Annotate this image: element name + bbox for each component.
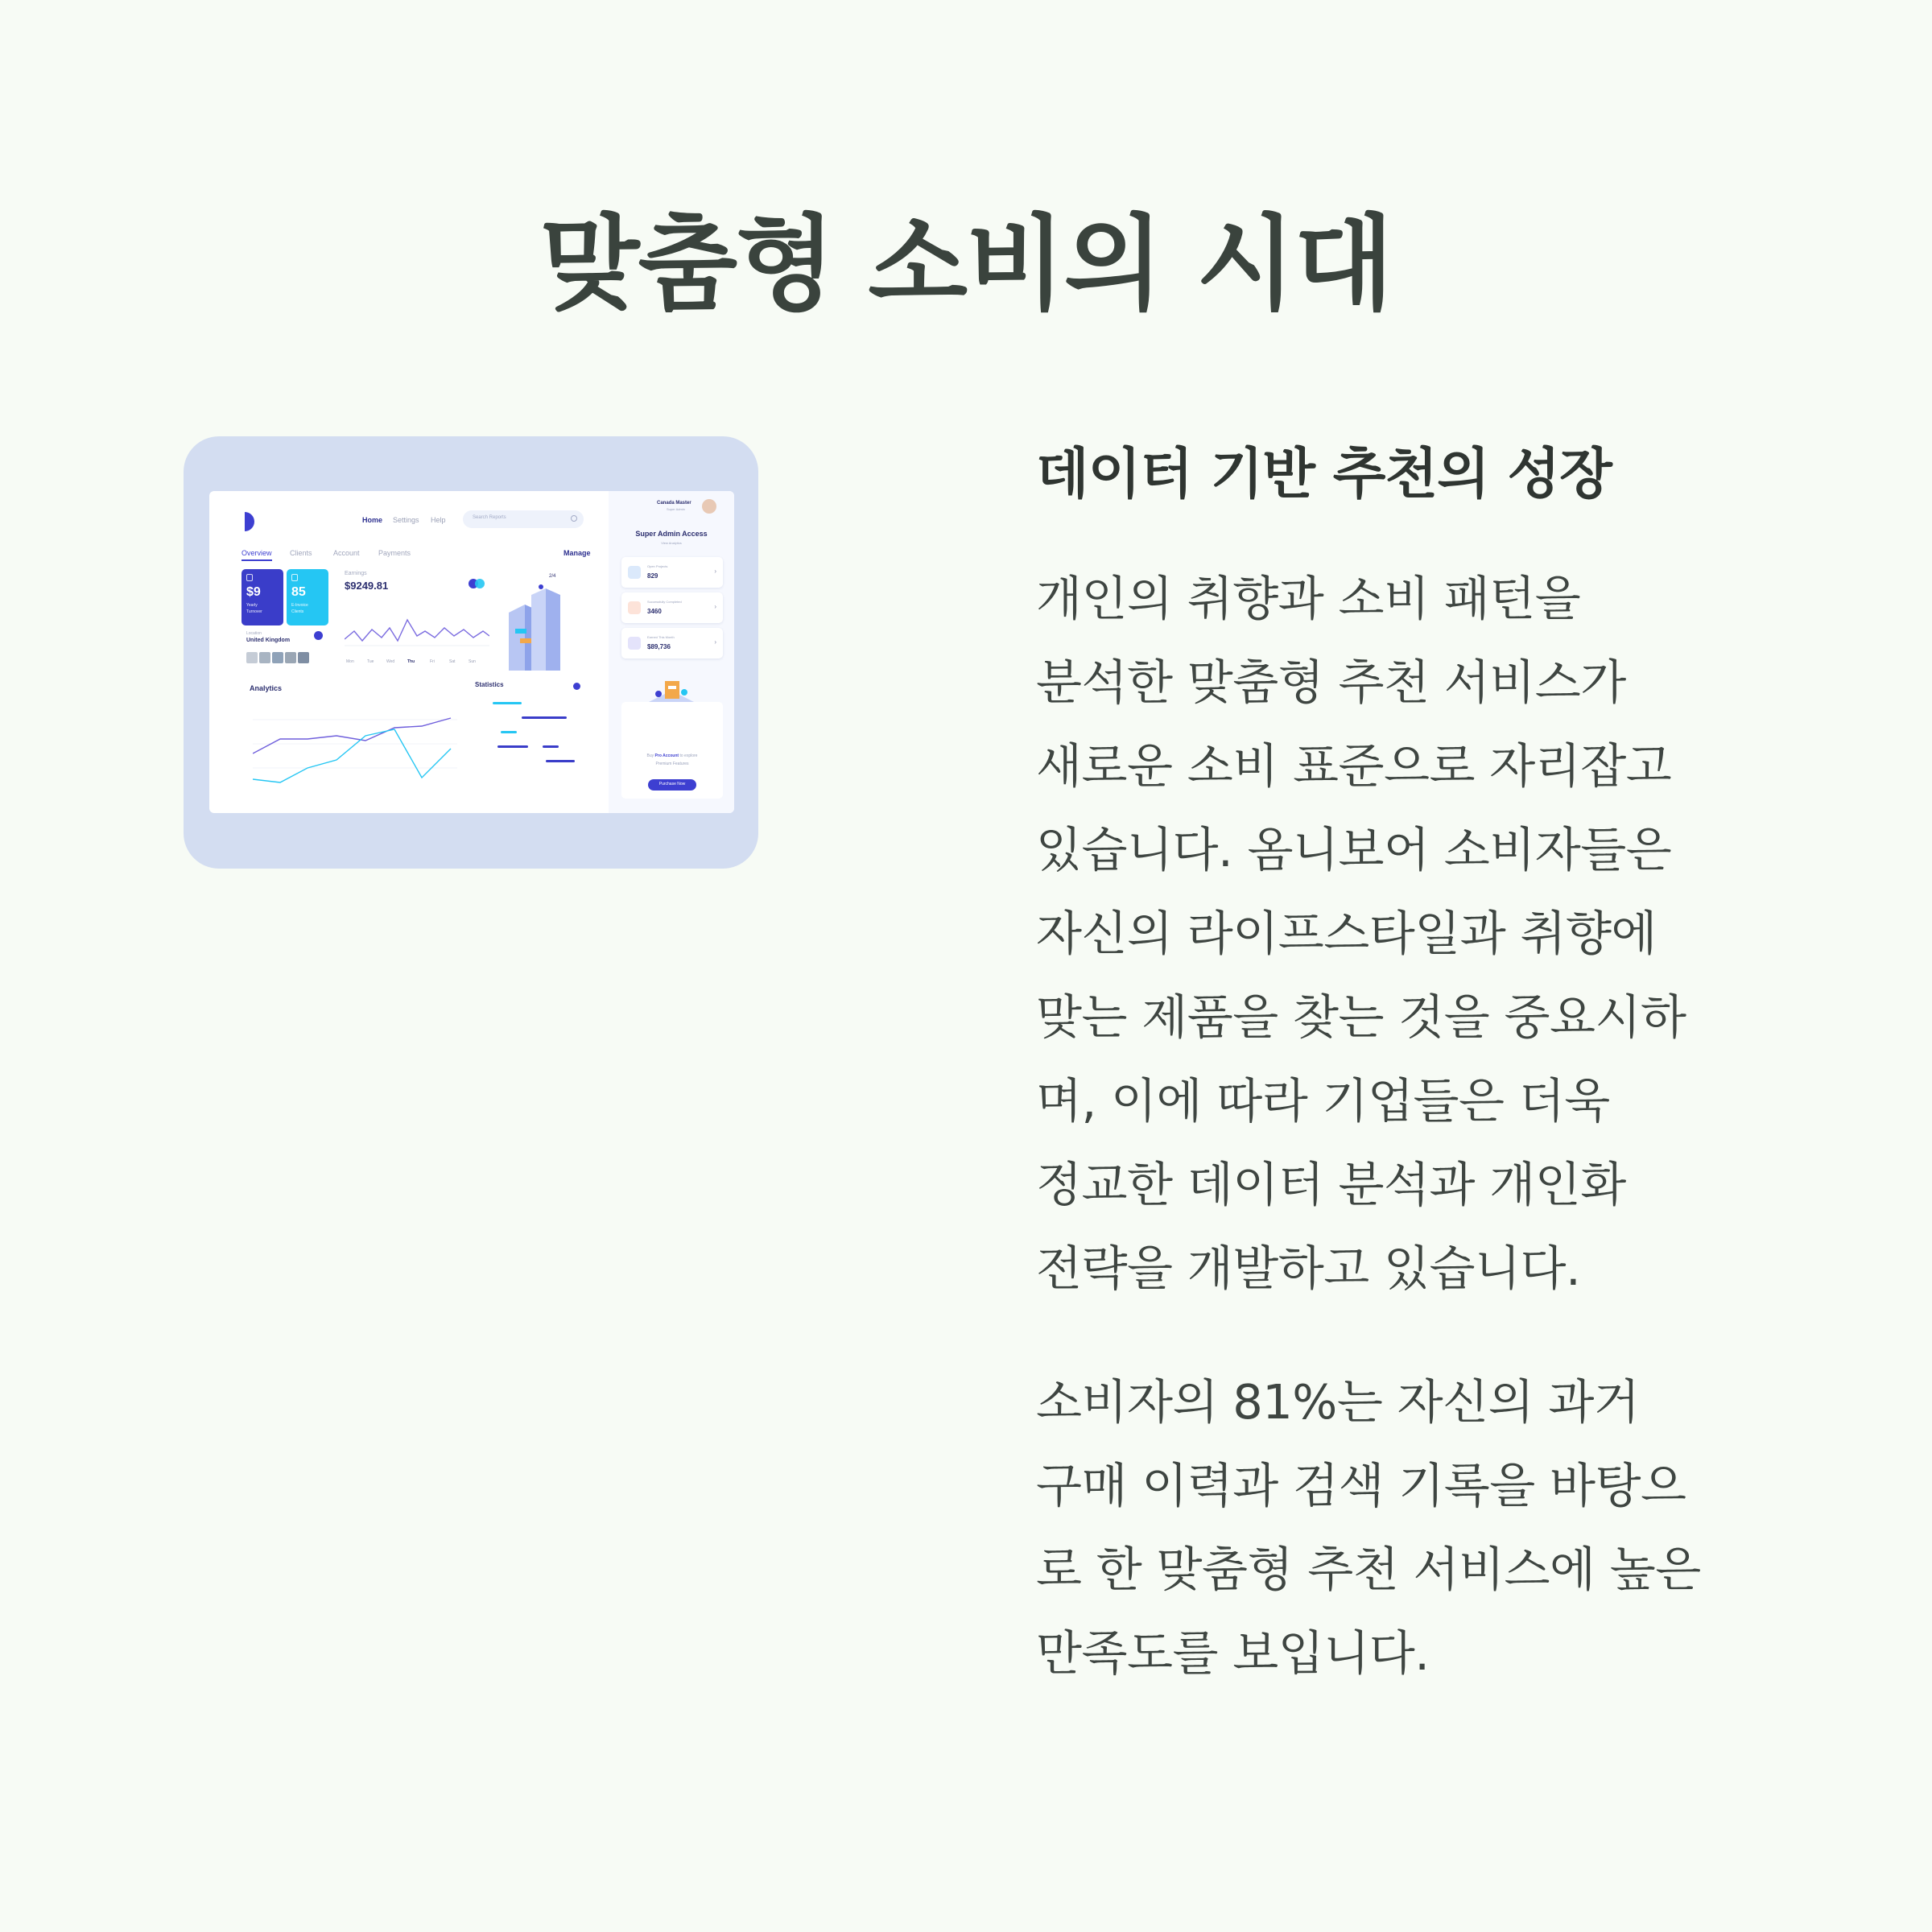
document-icon [291, 574, 298, 581]
clients-label-1: E-Invoice [291, 603, 308, 608]
earnings-card [338, 569, 491, 674]
paragraph-line: 소비자의 81%는 자신의 과거 [1036, 1374, 1640, 1430]
analytics-title: Analytics [250, 684, 283, 692]
city-thumbnail [259, 652, 270, 663]
manage-link: Manage [564, 549, 591, 557]
tab-payments: Payments [378, 549, 411, 557]
purchase-now-label: Purchase Now [658, 782, 686, 786]
paragraph-2 [1036, 1360, 1701, 1695]
day-label: Mon [346, 659, 354, 664]
promo-text: Buy Pro Account to explore [646, 753, 698, 758]
chevron-right-icon: › [714, 638, 716, 646]
location-country: United Kingdom [246, 638, 291, 643]
sidebar-subtitle: View Analytics [661, 541, 682, 545]
turnover-value: $9 [246, 585, 261, 599]
mockup-sidebar [609, 491, 734, 813]
earnings-sparkline [345, 613, 489, 654]
section-heading: 데이터 기반 추천의 성장 [1036, 443, 1612, 506]
pager: 2/4 [549, 574, 556, 579]
paragraph-line: 개인의 취향과 소비 패턴을 [1036, 571, 1581, 626]
analytics-line-chart [253, 704, 457, 792]
search-input [463, 510, 584, 528]
day-label: Thu [407, 659, 415, 664]
promo-subtext: Premium Features [655, 762, 689, 766]
sidebar-stat-card [621, 592, 723, 623]
sidebar-stat-card [621, 628, 723, 658]
paragraph-line: 구매 이력과 검색 기록을 바탕으 [1036, 1458, 1686, 1513]
sidebar-title: Super Admin Access [635, 530, 708, 538]
user-name: Canada Master [657, 501, 691, 506]
location-label: Location [246, 631, 262, 636]
stat-bar [501, 731, 517, 733]
tab-clients: Clients [290, 549, 312, 557]
stat-bar [543, 745, 559, 748]
paragraph-1 [1036, 557, 1686, 1311]
promo-card [621, 702, 723, 799]
earnings-value: $9249.81 [345, 580, 389, 592]
purchase-now-button [648, 779, 696, 791]
projects-icon [628, 566, 641, 579]
stat-value: $89,736 [647, 643, 671, 650]
paragraph-line: 분석한 맞춤형 추천 서비스가 [1036, 654, 1626, 710]
day-label: Tue [367, 659, 374, 664]
paragraph-line: 새로운 소비 표준으로 자리잡고 [1036, 738, 1672, 794]
city-thumbnail [298, 652, 309, 663]
city-thumbnail [246, 652, 258, 663]
paragraph-line: 며, 이에 따라 기업들은 더욱 [1036, 1073, 1610, 1129]
building-illustration-card [496, 569, 584, 674]
stat-bar [493, 702, 522, 704]
clients-value: 85 [291, 585, 306, 599]
day-label: Sun [469, 659, 476, 664]
stat-bar [522, 716, 567, 719]
earnings-icon [628, 637, 641, 650]
nav-help: Help [431, 516, 446, 524]
stat-value: 829 [647, 572, 658, 580]
chevron-right-icon: › [714, 603, 716, 610]
paragraph-line: 맞는 제품을 찾는 것을 중요시하 [1036, 989, 1686, 1045]
stat-label: Earned This Month [647, 635, 675, 639]
stat-bar [497, 745, 528, 748]
day-label: Sat [449, 659, 456, 664]
nav-home: Home [362, 516, 383, 524]
card-brand-icon [475, 579, 485, 588]
stat-label: Successfully Completed [647, 600, 682, 604]
tab-underline [242, 559, 272, 561]
chevron-right-icon: › [714, 568, 716, 575]
statistics-title: Statistics [475, 681, 504, 688]
user-role: Super Admin [667, 507, 685, 511]
more-icon [573, 683, 580, 690]
city-thumbnail [272, 652, 283, 663]
dashboard-mockup [209, 491, 734, 813]
turnover-card [242, 569, 283, 625]
paragraph-line: 전략을 개발하고 있습니다. [1036, 1241, 1581, 1296]
turnover-label-2: Turnover [246, 609, 262, 614]
building-illustration [501, 580, 573, 671]
day-label: Fri [430, 659, 435, 664]
search-icon [571, 515, 577, 522]
turnover-label-1: Yearly [246, 603, 258, 608]
location-card [242, 630, 328, 670]
paragraph-line: 자신의 라이프스타일과 취향에 [1036, 906, 1657, 961]
stat-value: 3460 [647, 608, 662, 615]
paragraph-line: 로 한 맞춤형 추천 서비스에 높은 [1036, 1542, 1701, 1597]
avatar [702, 499, 716, 514]
completed-icon [628, 601, 641, 614]
tab-overview: Overview [242, 549, 272, 557]
dashboard-mockup-frame [184, 436, 758, 869]
paragraph-line: 정교한 데이터 분석과 개인화 [1036, 1157, 1626, 1212]
sidebar-stat-card [621, 557, 723, 588]
earnings-label: Earnings [345, 571, 367, 576]
logo-icon [245, 512, 254, 531]
day-label: Wed [386, 659, 395, 664]
clients-label-2: Clients [291, 609, 304, 614]
page-title: 맞춤형 소비의 시대 [539, 204, 1393, 324]
clients-card [287, 569, 328, 625]
stat-bar [546, 760, 575, 762]
arrow-button-icon [314, 631, 323, 640]
document-icon [246, 574, 253, 581]
nav-settings: Settings [393, 516, 419, 524]
search-placeholder: Search Reports [473, 515, 506, 520]
paragraph-line: 만족도를 보입니다. [1036, 1625, 1430, 1681]
stat-label: Open Projects [647, 564, 668, 568]
paragraph-line: 있습니다. 옴니보어 소비자들은 [1036, 822, 1672, 877]
analytics-card [242, 679, 464, 800]
tab-account: Account [333, 549, 360, 557]
statistics-card [469, 679, 584, 800]
city-thumbnail [285, 652, 296, 663]
